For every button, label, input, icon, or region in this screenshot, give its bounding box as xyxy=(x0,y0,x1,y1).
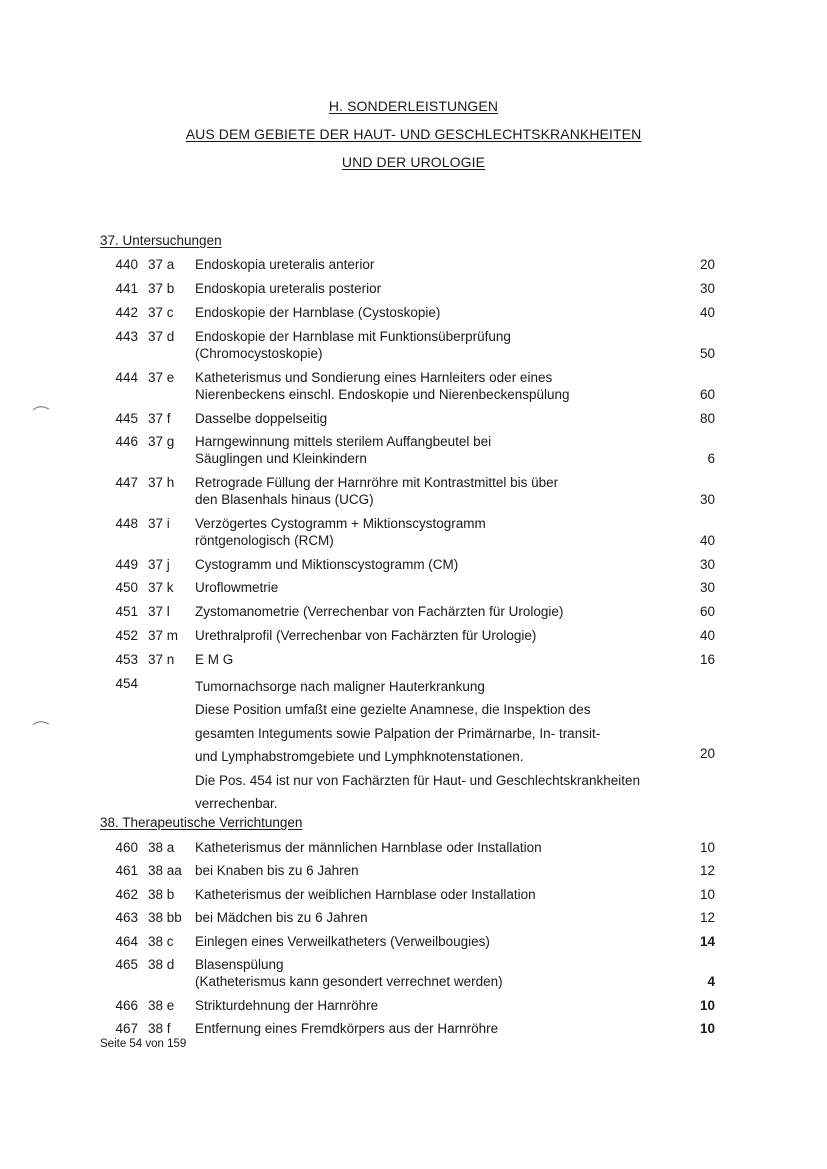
description-line: Einlegen eines Verweilkatheters (Verweilbougies) xyxy=(195,934,490,949)
position-description xyxy=(195,839,685,856)
position-number: 452 xyxy=(115,628,138,643)
position-number: 466 xyxy=(115,998,138,1013)
scan-mark xyxy=(32,719,50,727)
position-number: 442 xyxy=(115,305,138,320)
description-line: Diese Position umfaßt eine gezielte Anamnese, die Inspektion des xyxy=(195,702,591,718)
description-line: Endoskopie der Harnblase (Cystoskopie) xyxy=(195,305,441,320)
position-description xyxy=(195,556,685,573)
position-description xyxy=(195,474,685,508)
page-footer: Seite 54 von 159 xyxy=(100,1038,187,1050)
position-code: 37 e xyxy=(148,370,175,385)
position-code: 37 m xyxy=(148,628,179,643)
position-number: 461 xyxy=(115,863,138,878)
position-description xyxy=(195,579,685,596)
description-line: E M G xyxy=(195,652,234,667)
position-code: 37 a xyxy=(148,257,175,272)
description-line: bei Knaben bis zu 6 Jahren xyxy=(195,863,359,878)
position-code: 38 bb xyxy=(148,910,182,925)
position-points: 40 xyxy=(699,305,715,320)
position-code: 38 f xyxy=(148,1021,171,1036)
description-line: Urethralprofil (Verrechenbar von Fachärzten für Urologie) xyxy=(195,628,537,643)
position-number: 451 xyxy=(115,604,138,619)
description-line: Retrograde Füllung der Harnröhre mit Kontrastmittel bis über xyxy=(195,475,559,490)
position-description xyxy=(195,651,685,668)
position-points: 40 xyxy=(699,628,715,643)
position-points: 30 xyxy=(699,492,715,507)
position-code: 38 c xyxy=(148,934,174,949)
description-line: Endoskopia ureteralis posterior xyxy=(195,281,382,296)
position-points: 20 xyxy=(699,257,715,272)
position-number: 441 xyxy=(115,281,138,296)
position-points: 60 xyxy=(699,387,715,402)
section-heading-37: 37. Untersuchungen xyxy=(100,233,222,248)
position-code: 37 h xyxy=(148,475,175,490)
position-code: 37 c xyxy=(148,305,174,320)
position-points: 6 xyxy=(707,451,715,466)
description-line: Cystogramm und Miktionscystogramm (CM) xyxy=(195,557,459,572)
description-line: Entfernung eines Fremdkörpers aus der Harnröhre xyxy=(195,1021,499,1036)
description-line: Uroflowmetrie xyxy=(195,580,279,595)
description-line: bei Mädchen bis zu 6 Jahren xyxy=(195,910,368,925)
position-code: 37 g xyxy=(148,434,175,449)
position-points: 80 xyxy=(699,411,715,426)
position-number: 453 xyxy=(115,652,138,667)
position-code: 37 k xyxy=(148,580,174,595)
position-points: 16 xyxy=(699,652,715,667)
document-title-block xyxy=(0,92,827,176)
description-line: Endoskopia ureteralis anterior xyxy=(195,257,375,272)
position-points: 4 xyxy=(707,974,715,989)
position-number: 446 xyxy=(115,434,138,449)
position-description xyxy=(195,515,685,549)
position-description xyxy=(195,675,685,815)
position-points: 12 xyxy=(699,863,715,878)
position-number: 447 xyxy=(115,475,138,490)
position-number: 464 xyxy=(115,934,138,949)
description-line: Säuglingen und Kleinkindern xyxy=(195,451,367,466)
description-line: verrechenbar. xyxy=(195,796,278,812)
description-line: röntgenologisch (RCM) xyxy=(195,533,334,548)
position-code: 37 d xyxy=(148,329,175,344)
position-points: 40 xyxy=(699,533,715,548)
description-line: Endoskopie der Harnblase mit Funktionsüberprüfung xyxy=(195,329,511,344)
position-code: 37 b xyxy=(148,281,175,296)
position-code: 38 d xyxy=(148,957,175,972)
position-points: 50 xyxy=(699,346,715,361)
description-line: Katheterismus und Sondierung eines Harnleiters oder eines xyxy=(195,370,553,385)
description-line: Dasselbe doppelseitig xyxy=(195,411,328,426)
position-code: 38 e xyxy=(148,998,175,1013)
description-line: (Katheterismus kann gesondert verrechnet werden) xyxy=(195,974,503,989)
position-number: 448 xyxy=(115,516,138,531)
description-line: Die Pos. 454 ist nur von Fachärzten für Haut- und Geschlechtskrankheiten xyxy=(195,772,640,788)
position-points: 30 xyxy=(699,281,715,296)
description-line: Verzögertes Cystogramm + Miktionscystogramm xyxy=(195,516,486,531)
position-number: 443 xyxy=(115,329,138,344)
position-description xyxy=(195,956,685,990)
position-points: 10 xyxy=(699,887,715,902)
description-line: Harngewinnung mittels sterilem Auffangbeutel bei xyxy=(195,434,492,449)
position-description xyxy=(195,862,685,879)
position-number: 462 xyxy=(115,887,138,902)
position-description xyxy=(195,280,685,297)
position-number: 460 xyxy=(115,840,138,855)
position-points: 20 xyxy=(699,746,715,761)
description-line: den Blasenhals hinaus (UCG) xyxy=(195,492,374,507)
position-number: 444 xyxy=(115,370,138,385)
position-description xyxy=(195,256,685,273)
title-line-3: UND DER UROLOGIE xyxy=(341,154,486,170)
position-points: 10 xyxy=(699,1021,715,1036)
description-line: und Lymphabstromgebiete und Lymphknotenstationen. xyxy=(195,749,524,765)
position-description xyxy=(195,603,685,620)
position-number: 440 xyxy=(115,257,138,272)
position-points: 60 xyxy=(699,604,715,619)
position-code: 37 n xyxy=(148,652,175,667)
position-description xyxy=(195,433,685,467)
position-code: 37 i xyxy=(148,516,170,531)
position-number: 449 xyxy=(115,557,138,572)
position-points: 14 xyxy=(699,934,715,949)
section-heading-38: 38. Therapeutische Verrichtungen xyxy=(100,815,303,830)
position-code: 37 f xyxy=(148,411,171,426)
position-code: 38 b xyxy=(148,887,175,902)
position-code: 38 a xyxy=(148,840,175,855)
description-line: gesamten Integuments sowie Palpation der Primärnarbe, In- transit- xyxy=(195,725,601,741)
scan-mark xyxy=(32,404,50,412)
position-number: 467 xyxy=(115,1021,138,1036)
position-description xyxy=(195,1020,685,1037)
description-line: Blasenspülung xyxy=(195,957,284,972)
position-number: 445 xyxy=(115,411,138,426)
description-line: Katheterismus der weiblichen Harnblase oder Installation xyxy=(195,887,536,902)
description-line: Katheterismus der männlichen Harnblase oder Installation xyxy=(195,840,542,855)
position-points: 30 xyxy=(699,557,715,572)
description-line: (Chromocystoskopie) xyxy=(195,346,323,361)
description-line: Strikturdehnung der Harnröhre xyxy=(195,998,379,1013)
description-line: Tumornachsorge nach maligner Hauterkrankung xyxy=(195,679,485,694)
position-points: 10 xyxy=(699,840,715,855)
position-description xyxy=(195,886,685,903)
position-description xyxy=(195,909,685,926)
position-points: 30 xyxy=(699,580,715,595)
description-line: Zystomanometrie (Verrechenbar von Fachärzten für Urologie) xyxy=(195,604,564,619)
position-points: 12 xyxy=(699,910,715,925)
position-points: 10 xyxy=(699,998,715,1013)
position-number: 463 xyxy=(115,910,138,925)
position-description xyxy=(195,328,685,362)
position-number: 465 xyxy=(115,957,138,972)
position-description xyxy=(195,369,685,403)
position-code: 38 aa xyxy=(148,863,182,878)
title-line-1: H. SONDERLEISTUNGEN xyxy=(328,98,499,114)
position-number: 454 xyxy=(115,676,138,691)
position-description xyxy=(195,627,685,644)
position-description xyxy=(195,410,685,427)
title-line-2: AUS DEM GEBIETE DER HAUT- UND GESCHLECHTSKRANKHEITEN xyxy=(185,126,642,142)
position-description xyxy=(195,933,685,950)
position-description xyxy=(195,997,685,1014)
position-code: 37 j xyxy=(148,557,170,572)
position-number: 450 xyxy=(115,580,138,595)
position-code: 37 l xyxy=(148,604,170,619)
description-line: Nierenbeckens einschl. Endoskopie und Nierenbeckenspülung xyxy=(195,387,570,402)
position-description xyxy=(195,304,685,321)
